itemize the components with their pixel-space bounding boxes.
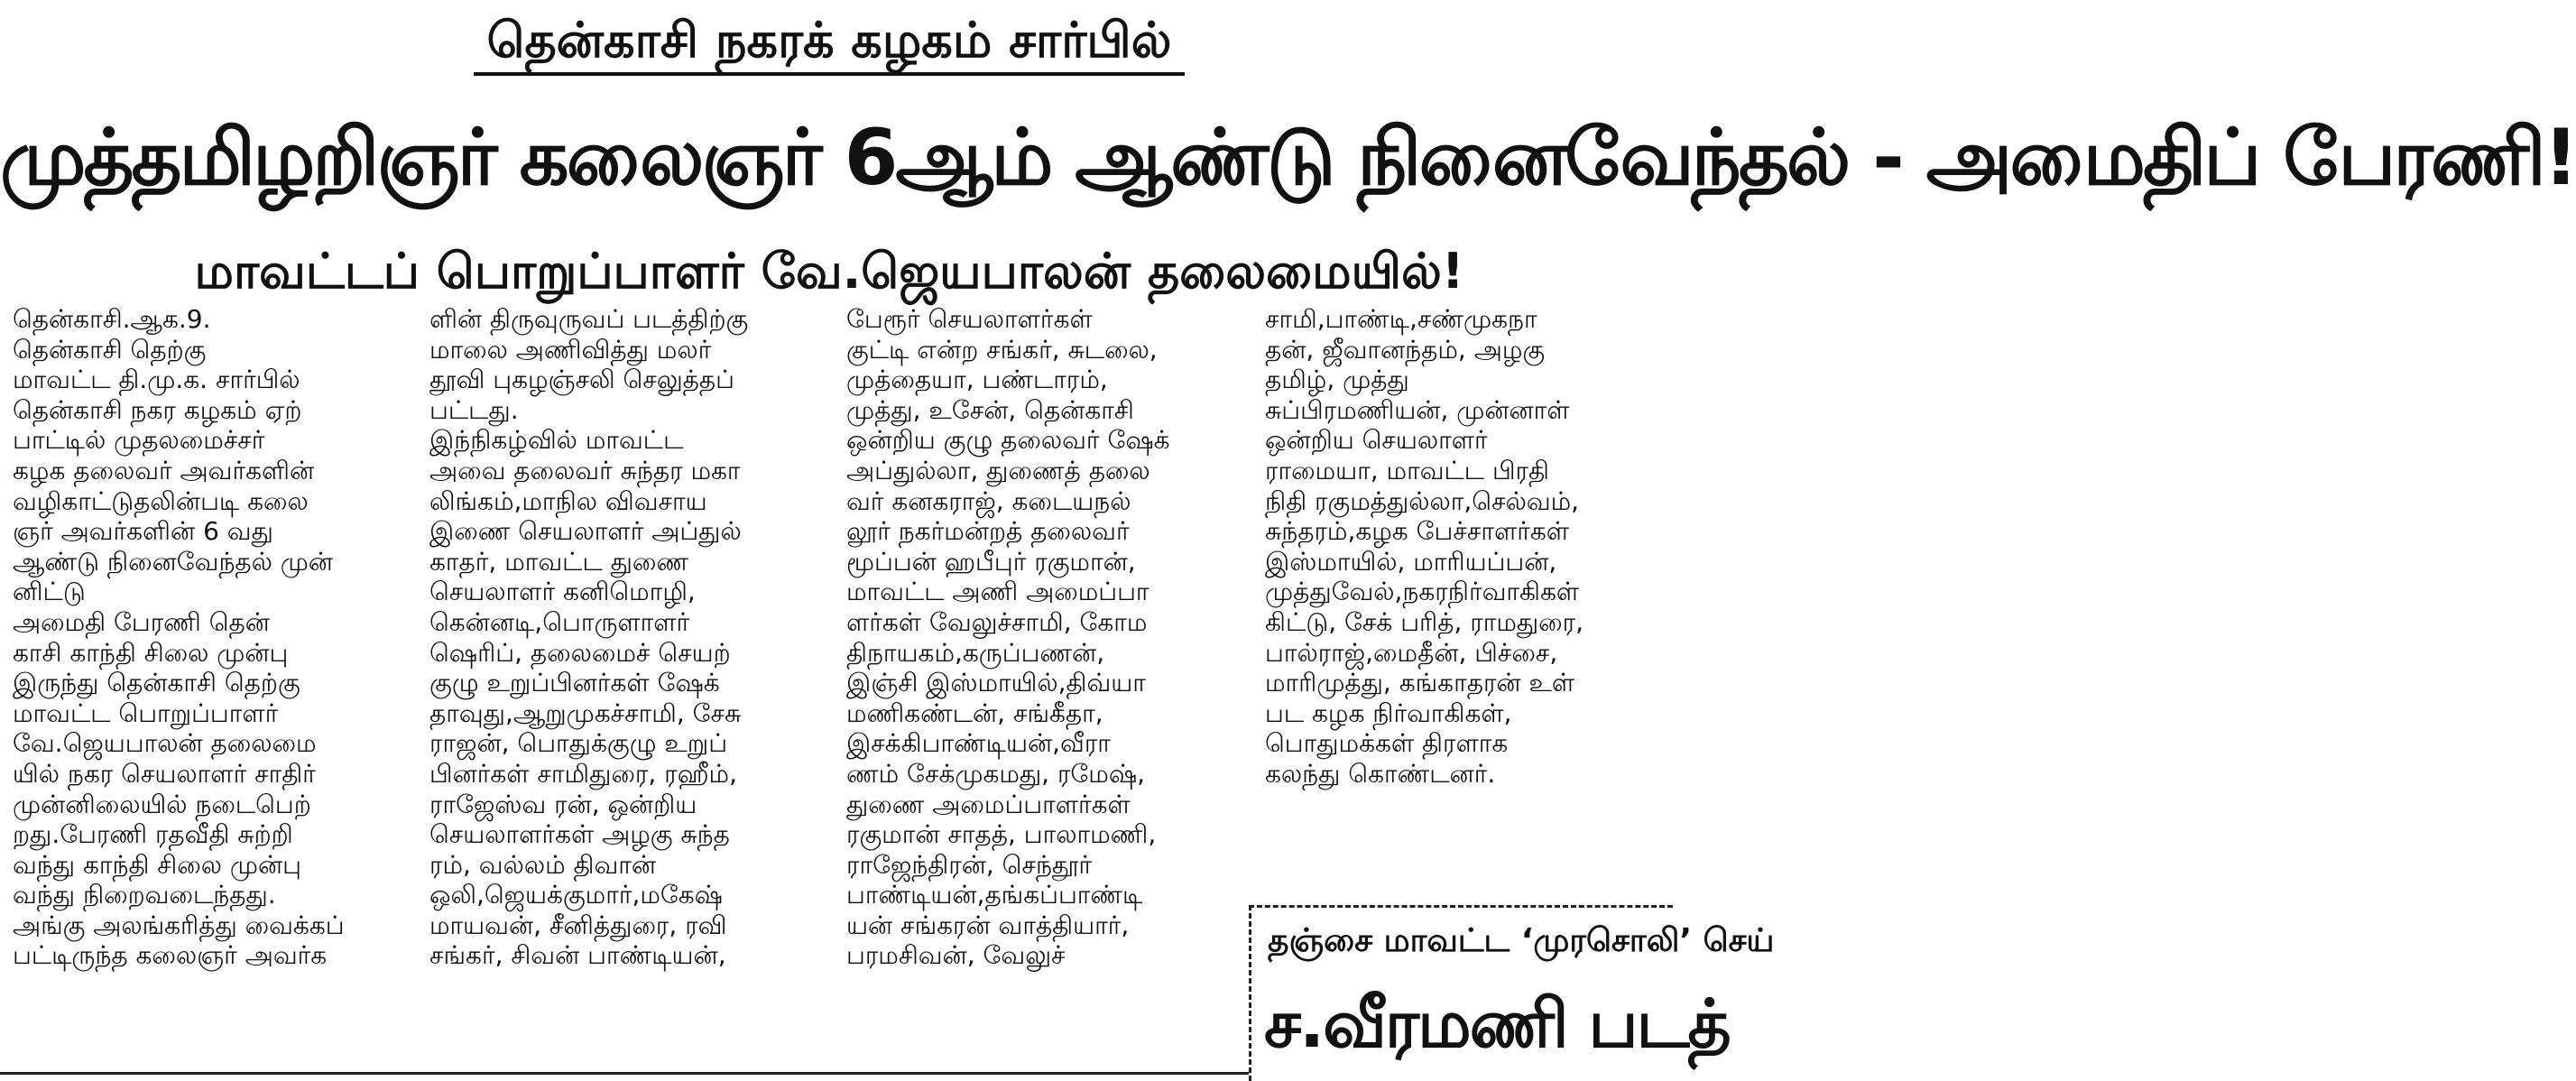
kicker-line xyxy=(0,11,1658,76)
article-line: லிங்கம்,மாநில விவசாய xyxy=(429,485,707,516)
article-line: திநாயகம்,கருப்பணன், xyxy=(846,637,1105,668)
subheadline: மாவட்டப் பொறுப்பாளர் வே.ஜெயபாலன் தலைமையில்! xyxy=(194,243,1464,300)
article-line: தென்காசி நகர கழகம் ஏற் xyxy=(13,394,302,425)
related-article-teaser xyxy=(1249,905,1775,1081)
article-line: கலந்து கொண்டனர். xyxy=(1265,758,1496,789)
article-line: இஞ்சி இஸ்மாயில்,திவ்யா xyxy=(846,668,1146,698)
article-line: சாமி,பாண்டி,சண்முகநா xyxy=(1265,304,1537,334)
article-line: யில் நகர செயலாளர் சாதிர் xyxy=(13,758,316,789)
article-line: சுப்பிரமணியன், முன்னாள் xyxy=(1265,394,1570,425)
article-line: றது.பேரணி ரதவீதி சுற்றி xyxy=(13,819,293,850)
article-line: மாரிமுத்து, கங்காதரன் உள் xyxy=(1265,668,1575,698)
article-line: தாவுது,ஆறுமுகச்சாமி, சேசு xyxy=(429,698,742,728)
article-line: அங்கு அலங்கரித்து வைக்கப் xyxy=(13,910,345,940)
article-line: அப்துல்லா, துணைத் தலை xyxy=(846,455,1150,485)
article-line: சங்கர், சிவன் பாண்டியன், xyxy=(429,940,726,971)
article-line: ணம் சேக்முகமது, ரமேஷ், xyxy=(846,758,1146,789)
article-line: ஒலி,ஜெயக்குமார்,மகேஷ் xyxy=(429,880,724,910)
teaser-headline: ச.வீரமணி படத் xyxy=(1264,985,1730,1063)
article-line: முத்துவேல்,நகரநிர்வாகிகள் xyxy=(1265,577,1580,607)
article-line: முன்னிலையில் நடைபெற் xyxy=(13,789,311,819)
article-line: பட கழக நிர்வாகிகள், xyxy=(1265,698,1512,728)
article-line: பேரூர் செயலாளர்கள் xyxy=(846,304,1093,334)
article-line: மாயவன், சீனித்துரை, ரவி xyxy=(429,910,727,940)
article-line: இசக்கிபாண்டியன்,வீரா xyxy=(846,728,1111,759)
article-line: தன், ஜீவானந்தம், அழகு xyxy=(1265,334,1546,365)
article-line: வே.ஜெயபாலன் தலைமை xyxy=(13,728,317,759)
article-line: ஒன்றிய செயலாளர் xyxy=(1265,425,1488,456)
article-line: வந்து நிறைவடைந்தது. xyxy=(13,880,276,910)
article-line: தூவி புகழஞ்சலி செலுத்தப் xyxy=(429,365,734,395)
article-line: முத்தையா, பண்டாரம், xyxy=(846,365,1108,395)
article-line: மணிகண்டன், சங்கீதா, xyxy=(846,698,1103,728)
article-line: தென்காசி.ஆக.9. xyxy=(13,304,211,334)
article-column-1 xyxy=(13,304,402,971)
article-line: வழிகாட்டுதலின்படி கலை xyxy=(13,485,309,516)
article-line: ஷெரிப், தலைமைச் செயற் xyxy=(429,637,731,668)
article-line: தென்காசி தெற்கு xyxy=(13,334,207,365)
article-line: பொதுமக்கள் திரளாக xyxy=(1265,728,1509,759)
article-line: ராமையா, மாவட்ட பிரதி xyxy=(1265,455,1549,485)
article-line: காசி காந்தி சிலை முன்பு xyxy=(13,637,289,668)
article-line: பினர்கள் சாமிதுரை, ரஹீம், xyxy=(429,758,737,789)
kicker-text: தென்காசி நகரக் கழகம் சார்பில் xyxy=(474,11,1184,76)
article-line: இஸ்மாயில், மாரியப்பன், xyxy=(1265,546,1557,577)
article-line: பட்டது. xyxy=(429,394,519,425)
article-line: துணை அமைப்பாளர்கள் xyxy=(846,789,1131,819)
article-line: பரமசிவன், வேலுச் xyxy=(846,940,1066,971)
article-line: முத்து, உசேன், தென்காசி xyxy=(846,394,1134,425)
article-line: கழக தலைவர் அவர்களின் xyxy=(13,455,315,485)
article-line: குழு உறுப்பினர்கள் ஷேக் xyxy=(429,668,720,698)
article-line: ராஜேஸ்வ ரன், ஒன்றிய xyxy=(429,789,697,819)
teaser-title: தஞ்சை மாவட்ட ‘முரசொலி’ செய் xyxy=(1268,922,1775,959)
article-line: காதர், மாவட்ட துணை xyxy=(429,546,689,577)
article-line: செயலாளர்கள் அழகு சுந்த xyxy=(429,819,730,850)
article-line: பாண்டியன்,தங்கப்பாண்டி xyxy=(846,880,1143,910)
article-line: சுந்தரம்,கழக பேச்சாளர்கள் xyxy=(1265,516,1570,547)
article-line: ஞர் அவர்களின் 6 வது xyxy=(13,516,273,547)
article-line: குட்டி என்ற சங்கர், சுடலை, xyxy=(846,334,1158,365)
article-column-4 xyxy=(1265,304,1655,790)
article-line: இணை செயலாளர் அப்துல் xyxy=(429,516,742,547)
article-line: அமைதி பேரணி தென் xyxy=(13,606,270,637)
article-line: பாட்டில் முதலமைச்சர் xyxy=(13,425,265,456)
article-line: ராஜன், பொதுக்குழு உறுப் xyxy=(429,728,728,759)
article-line: மாவட்ட பொறுப்பாளர் xyxy=(13,698,279,728)
article-line: யன் சங்கரன் வாத்தியார், xyxy=(846,910,1130,940)
article-line: கென்னடி,பொருளாளர் xyxy=(429,606,690,637)
article-line: வர் கனகராஜ், கடையநல் xyxy=(846,485,1131,516)
article-column-3 xyxy=(846,304,1243,971)
article-line: பட்டிருந்த கலைஞர் அவர்க xyxy=(13,940,328,971)
article-line: லூர் நகர்மன்றத் தலைவர் xyxy=(846,516,1130,547)
article-line: பால்ராஜ்,மைதீன், பிச்சை, xyxy=(1265,637,1558,668)
article-line: கிட்டு, சேக் பரித், ராமதுரை, xyxy=(1265,606,1584,637)
headline: முத்தமிழறிஞர் கலைஞர் 6ஆம் ஆண்டு நினைவேந்தல் - அமைதிப் பேரணி! xyxy=(0,113,2576,203)
divider xyxy=(0,1072,1249,1075)
article-line: னிட்டு xyxy=(13,577,86,607)
article-line: இந்நிகழ்வில் மாவட்ட xyxy=(429,425,684,456)
article-column-2 xyxy=(429,304,830,971)
article-line: வந்து காந்தி சிலை முன்பு xyxy=(13,849,301,880)
article-line: செயலாளர் கனிமொழி, xyxy=(429,577,696,607)
article-line: ஒன்றிய குழு தலைவர் ஷேக் xyxy=(846,425,1170,456)
article-line: மாவட்ட தி.மு.க. சார்பில் xyxy=(13,365,300,395)
article-line: மூப்பன் ஹபீபுர் ரகுமான், xyxy=(846,546,1136,577)
article-line: நிதி ரகுமத்துல்லா,செல்வம், xyxy=(1265,485,1580,516)
article-line: ரம், வல்லம் திவான் xyxy=(429,849,657,880)
article-line: ரகுமான் சாதத், பாலாமணி, xyxy=(846,819,1157,850)
article-line: அவை தலைவர் சுந்தர மகா xyxy=(429,455,741,485)
article-line: மாலை அணிவித்து மலர் xyxy=(429,334,712,365)
article-line: மாவட்ட அணி அமைப்பா xyxy=(846,577,1150,607)
article-line: இருந்து தென்காசி தெற்கு xyxy=(13,668,300,698)
article-line: ராஜேந்திரன், செந்தூர் xyxy=(846,849,1093,880)
article-line: தமிழ், முத்து xyxy=(1265,365,1409,395)
article-line: ளர்கள் வேலுச்சாமி, கோம xyxy=(846,606,1148,637)
article-line: ஆண்டு நினைவேந்தல் முன் xyxy=(13,546,334,577)
article-line: ளின் திருவுருவப் படத்திற்கு xyxy=(429,304,749,334)
